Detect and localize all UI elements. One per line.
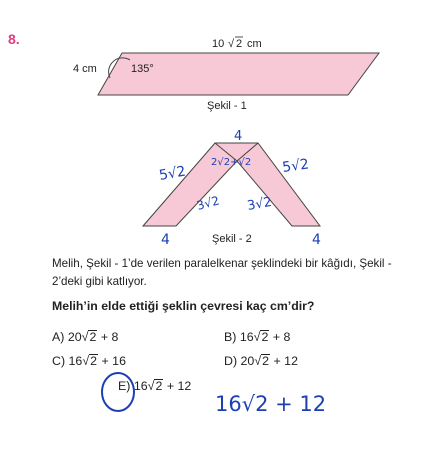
option-rad: 2: [155, 379, 163, 393]
option-letter: C): [52, 354, 66, 368]
option-rad: 2: [90, 354, 98, 368]
option-tail: + 12: [273, 354, 298, 368]
svg-text:3√2: 3√2: [195, 193, 221, 213]
option-letter: B): [224, 330, 237, 344]
left-side-label: 4 cm: [73, 63, 97, 75]
svg-text:4: 4: [161, 232, 170, 248]
option-coef: 20: [67, 330, 82, 344]
option-coef: 16: [239, 330, 254, 344]
figure-1-caption: Şekil - 1: [207, 100, 247, 112]
question-prompt: Melih’in elde ettiği şeklin çevresi kaç cm’dir?: [52, 299, 315, 313]
option-coef: 20: [240, 354, 255, 368]
svg-text:10: 10: [212, 38, 225, 50]
option-tail: + 8: [100, 330, 119, 344]
option-letter: E): [118, 379, 131, 393]
option-letter: A): [52, 330, 65, 344]
option-a[interactable]: A) 20√2 + 8: [52, 330, 119, 344]
angle-label: 135°: [131, 63, 154, 75]
svg-text:√: √: [228, 38, 235, 50]
option-e[interactable]: E) 16√2 + 12: [118, 379, 192, 393]
svg-text:4: 4: [312, 232, 321, 248]
svg-text:16√2 + 12: 16√2 + 12: [215, 392, 327, 416]
question-text: Melih, Şekil - 1’de verilen paralelkenar şeklindeki bir kâğıdı, Şekil - 2’deki gibi katlıyor.: [52, 257, 392, 288]
option-tail: + 16: [101, 354, 126, 368]
option-tail: + 8: [272, 330, 291, 344]
svg-text:cm: cm: [247, 38, 262, 50]
option-rad: 2: [261, 330, 269, 344]
option-letter: D): [224, 354, 238, 368]
option-coef: 16: [133, 379, 148, 393]
svg-text:2√2+√2: 2√2+√2: [211, 157, 252, 168]
svg-text:3√2: 3√2: [246, 194, 274, 214]
option-rad: 2: [262, 354, 270, 368]
svg-text:2: 2: [236, 38, 243, 50]
top-side-label: [212, 37, 262, 50]
figure-2-chevron: [143, 143, 320, 226]
option-c[interactable]: C) 16√2 + 16: [52, 354, 126, 368]
option-d[interactable]: D) 20√2 + 12: [224, 354, 298, 368]
option-tail: + 12: [166, 379, 192, 393]
svg-text:4: 4: [234, 129, 243, 144]
option-rad: 2: [89, 330, 97, 344]
svg-text:5√2: 5√2: [157, 163, 188, 184]
option-coef: 16: [68, 354, 83, 368]
figure-2-caption: Şekil - 2: [212, 233, 252, 245]
option-b[interactable]: B) 16√2 + 8: [224, 330, 291, 344]
question-number: 8.: [8, 31, 20, 47]
svg-text:5√2: 5√2: [281, 156, 311, 176]
